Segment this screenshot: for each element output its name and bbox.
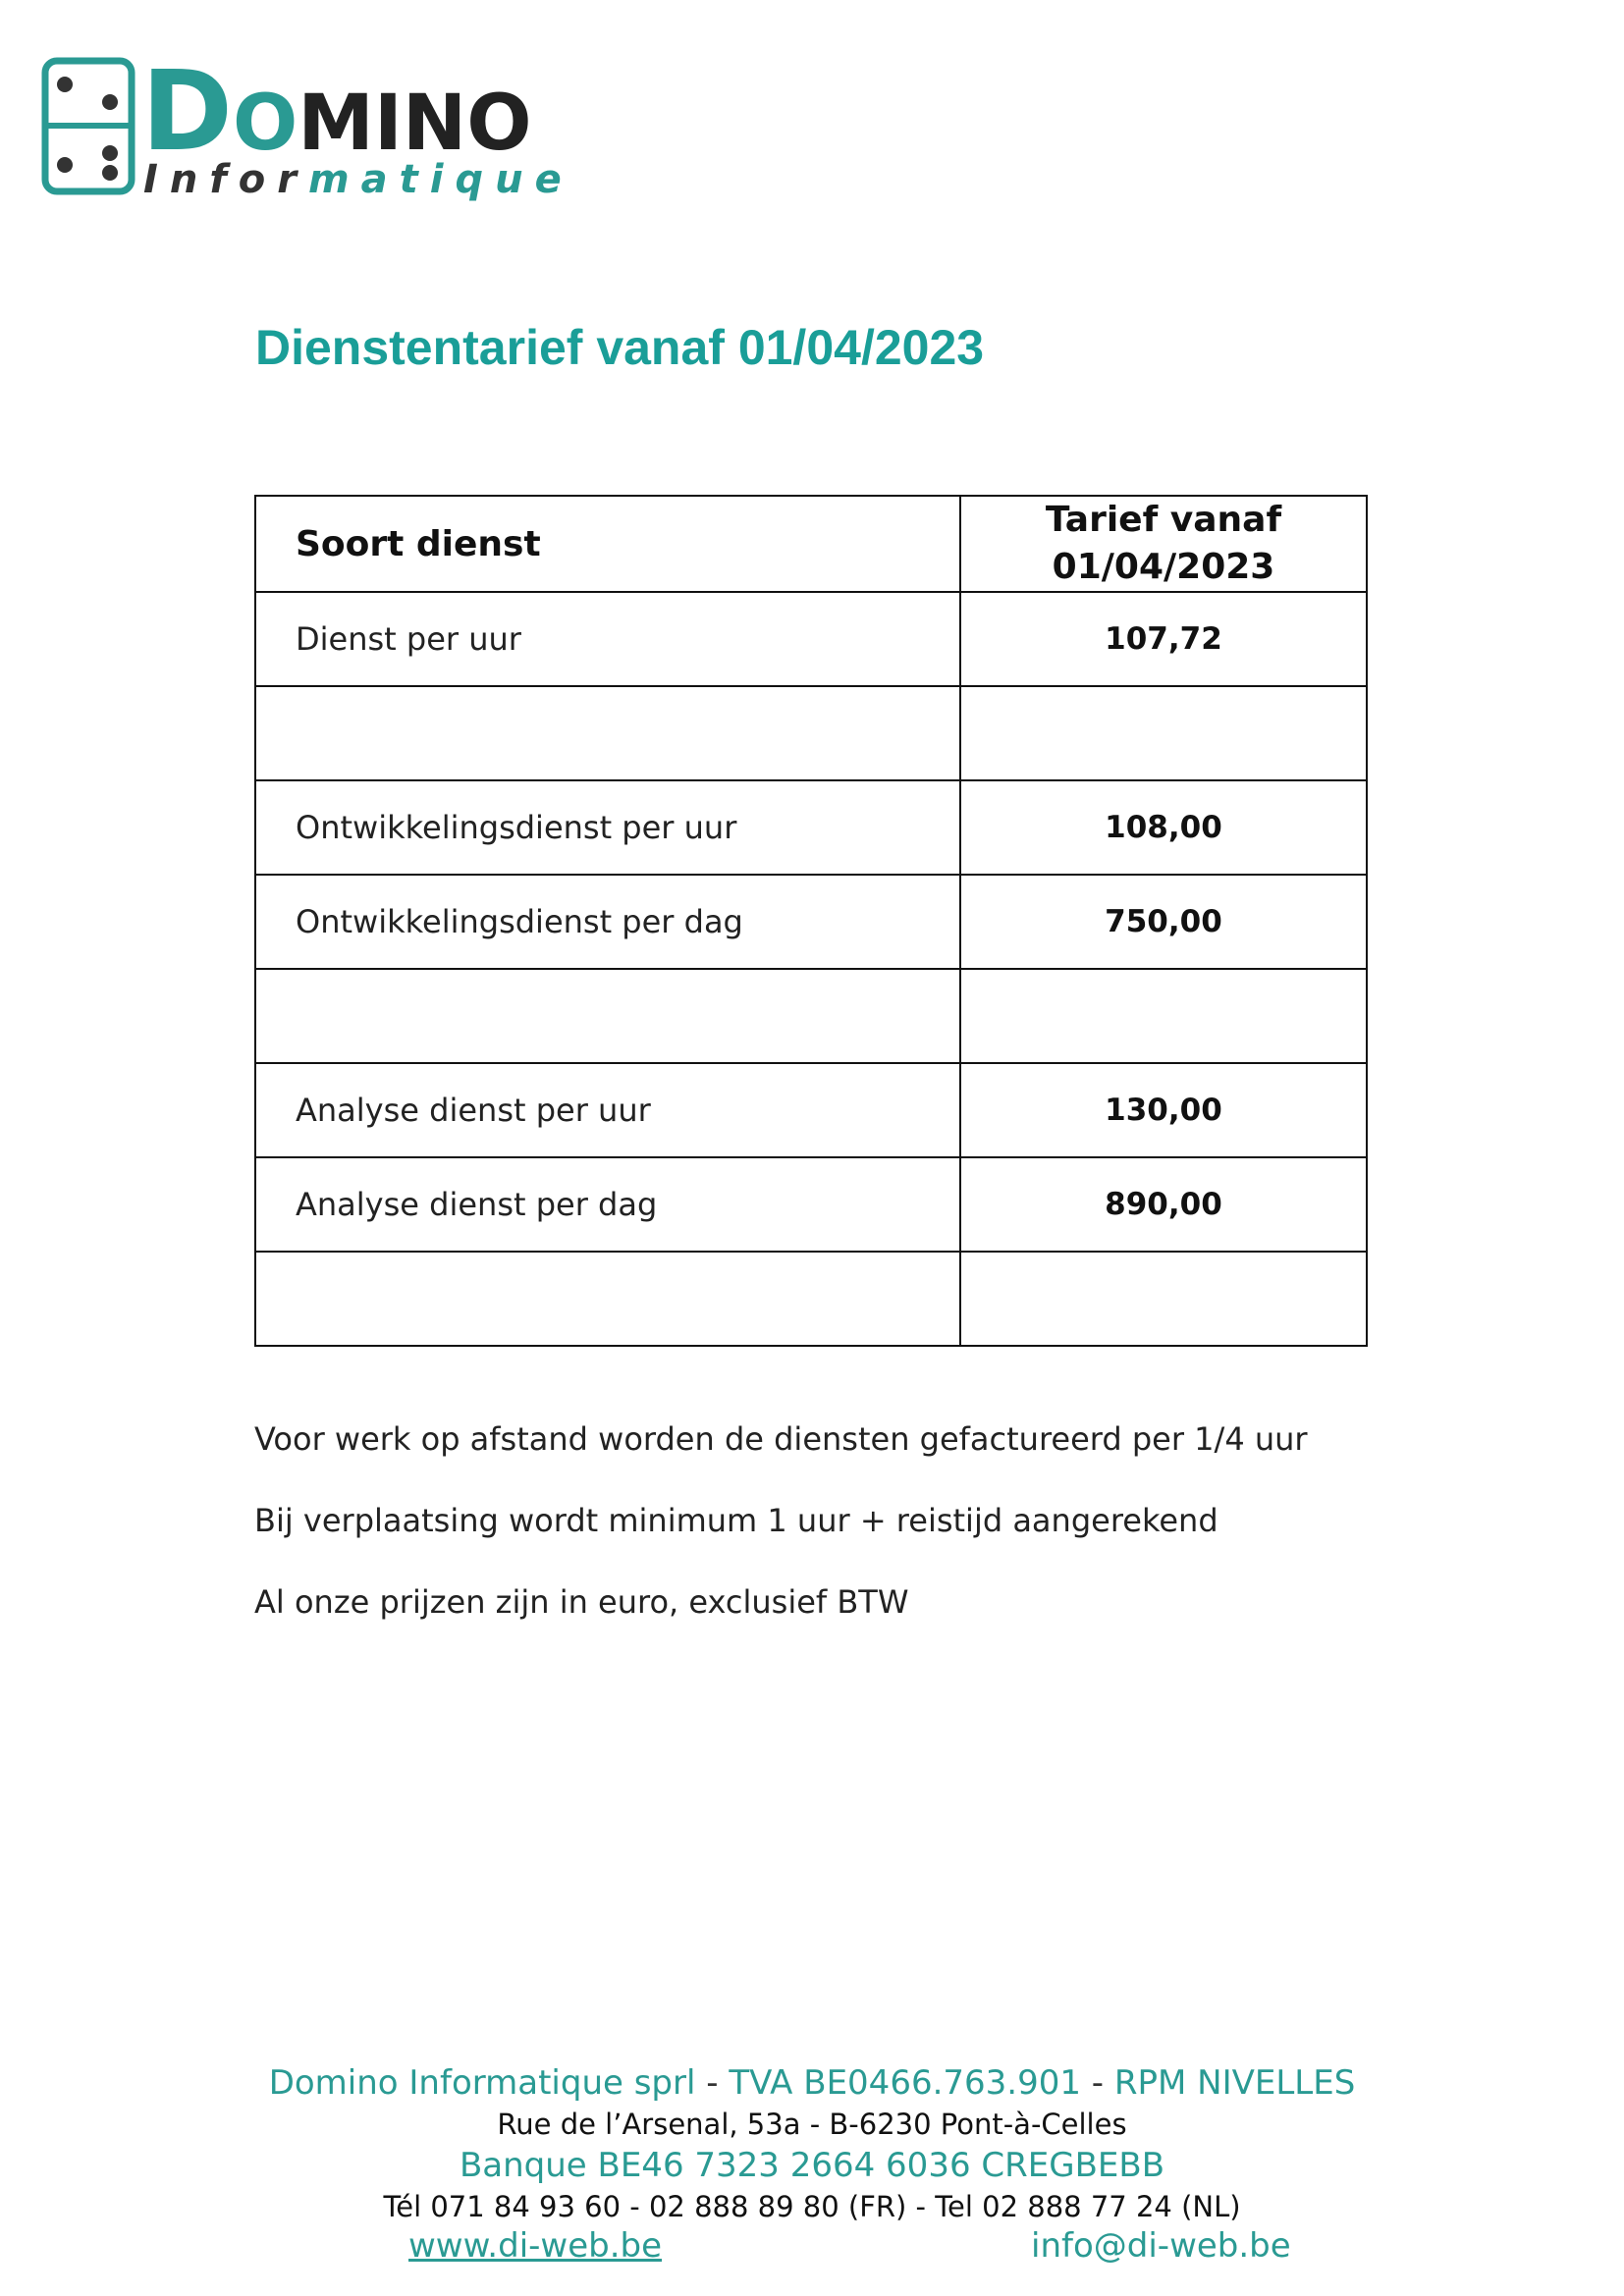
note-travel: Bij verplaatsing wordt minimum 1 uur + reistijd aangerekend — [254, 1502, 1218, 1539]
service-cell — [255, 1252, 960, 1346]
table-row — [255, 1157, 1367, 1252]
company-logo — [41, 48, 573, 202]
service-cell — [255, 969, 960, 1063]
service-cell: Ontwikkelingsdienst per uur — [255, 780, 960, 875]
footer-company: Domino Informatique sprl — [268, 2063, 696, 2103]
footer-tva: TVA BE0466.763.901 — [729, 2063, 1081, 2103]
table-row — [255, 780, 1367, 875]
note-remote-work: Voor werk op afstand worden de diensten gefactureerd per 1/4 uur — [254, 1420, 1308, 1458]
rate-cell — [960, 969, 1367, 1063]
rate-cell — [960, 686, 1367, 780]
page-footer — [0, 2061, 1624, 2271]
table-row — [255, 1252, 1367, 1346]
footer-company-line: Domino Informatique sprl - TVA BE0466.763.901 - RPM NIVELLES — [268, 2063, 1356, 2103]
email-link[interactable]: info@di-web.be — [1031, 2226, 1291, 2266]
service-cell — [255, 686, 960, 780]
service-cell: Dienst per uur — [255, 592, 960, 686]
notes-section — [254, 1421, 1308, 1666]
rate-cell — [960, 1252, 1367, 1346]
page-title: Dienstentarief vanaf 01/04/2023 — [255, 320, 985, 375]
rate-cell: 108,00 — [960, 780, 1367, 875]
note-prices: Al onze prijzen zijn in euro, exclusief BTW — [254, 1583, 909, 1621]
logo-wordmark: DOMINO — [141, 48, 532, 176]
rate-cell: 890,00 — [960, 1157, 1367, 1252]
table-header-row — [255, 496, 1367, 592]
website-link[interactable]: www.di-web.be — [408, 2226, 663, 2266]
table-row — [255, 969, 1367, 1063]
service-cell: Analyse dienst per dag — [255, 1157, 960, 1252]
footer-phones: Tél 071 84 93 60 - 02 888 89 80 (FR) - Tel 02 888 77 24 (NL) — [383, 2190, 1241, 2223]
rate-cell: 107,72 — [960, 592, 1367, 686]
table-row — [255, 1063, 1367, 1157]
rate-cell: 130,00 — [960, 1063, 1367, 1157]
header-service: Soort dienst — [255, 496, 960, 592]
service-cell: Ontwikkelingsdienst per dag — [255, 875, 960, 969]
footer-address: Rue de l’Arsenal, 53a - B-6230 Pont-à-Celles — [497, 2108, 1127, 2141]
header-rate: Tarief vanaf 01/04/2023 — [960, 496, 1367, 592]
service-cell: Analyse dienst per uur — [255, 1063, 960, 1157]
footer-bank: Banque BE46 7323 2664 6036 CREGBEBB — [459, 2146, 1165, 2185]
table-row — [255, 875, 1367, 969]
footer-rpm: RPM NIVELLES — [1113, 2063, 1356, 2103]
rate-cell: 750,00 — [960, 875, 1367, 969]
table-row — [255, 686, 1367, 780]
table-row — [255, 592, 1367, 686]
rates-table — [254, 495, 1368, 1347]
footer-links — [0, 2226, 1624, 2271]
dice-icon — [41, 57, 137, 199]
logo-subtitle: Informatique — [143, 157, 573, 202]
